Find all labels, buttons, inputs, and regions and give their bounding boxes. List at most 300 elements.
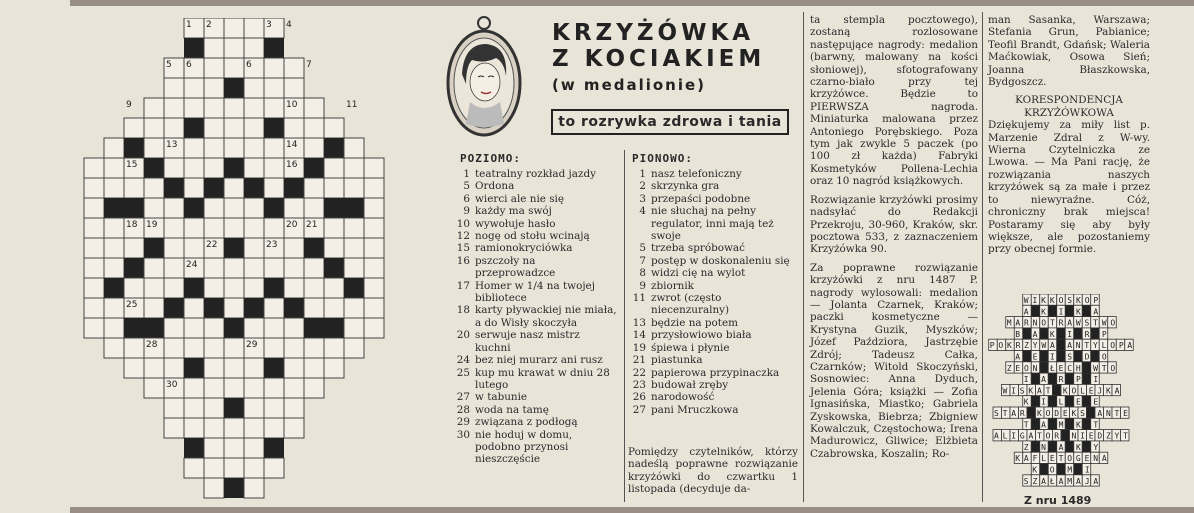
- grid-cell: [144, 378, 164, 398]
- grid-cell: [244, 198, 264, 218]
- clue-text: karty pływackiej nie miała, a do Wisły skoczyła: [475, 304, 617, 329]
- clue-text: trzeba spróbować: [651, 242, 745, 255]
- grid-cell: [244, 458, 264, 478]
- grid-cell: [224, 118, 244, 138]
- grid-cell: [144, 118, 164, 138]
- grid-cell: [264, 318, 284, 338]
- grid-cell: [304, 118, 324, 138]
- grid-cell: [244, 238, 264, 258]
- grid-block: [124, 198, 144, 218]
- grid-number: 20: [286, 220, 298, 230]
- grid-block: [184, 358, 204, 378]
- clue-item: [452, 230, 618, 242]
- clue-number: 4: [639, 205, 646, 218]
- clue-item: [452, 242, 618, 254]
- grid-cell: [344, 138, 364, 158]
- solution-row: T A M K T: [1023, 420, 1099, 430]
- clue-text: wierci ale nie się: [475, 192, 565, 205]
- clue-text: wywołuje hasło: [475, 217, 556, 230]
- clue-number: 5: [463, 180, 470, 193]
- grid-cell: [204, 118, 224, 138]
- grid-block: [124, 138, 144, 158]
- grid-number: 22: [206, 240, 218, 250]
- clue-item: [628, 267, 798, 279]
- grid-cell: [304, 358, 324, 378]
- clue-number: 10: [456, 217, 470, 230]
- grid-number: 7: [306, 60, 312, 70]
- grid-cell: [164, 118, 184, 138]
- clue-text: papierowa przypinaczka: [651, 366, 780, 379]
- grid-cell: [104, 218, 124, 238]
- clue-text: piastunka: [651, 354, 703, 367]
- grid-cell: [164, 318, 184, 338]
- clue-item: [628, 317, 798, 329]
- grid-cell: [364, 158, 384, 178]
- grid-cell: [364, 218, 384, 238]
- clue-number: 23: [632, 378, 646, 391]
- clue-item: [452, 367, 618, 392]
- clue-number: 24: [456, 354, 470, 367]
- grid-block: [144, 238, 164, 258]
- clue-text: pani Mruczkowa: [651, 403, 739, 416]
- grid-block: [264, 358, 284, 378]
- clue-number: 28: [456, 403, 470, 416]
- grid-cell: [224, 298, 244, 318]
- clue-text: ramionokryciówka: [475, 242, 573, 255]
- grid-cell: [184, 338, 204, 358]
- crossword-subtitle: Z KOCIAKIEM: [552, 46, 766, 72]
- grid-block: [184, 198, 204, 218]
- grid-cell: [244, 258, 264, 278]
- grid-cell: [324, 158, 344, 178]
- grid-cell: [184, 318, 204, 338]
- grid-cell: [364, 238, 384, 258]
- clue-item: [628, 193, 798, 205]
- clue-text: każdy ma swój: [475, 205, 552, 218]
- clue-text: przysłowiowo biała: [651, 329, 752, 342]
- clue-number: 19: [632, 341, 646, 354]
- grid-cell: [344, 318, 364, 338]
- grid-block: [304, 238, 324, 258]
- clue-number: 1: [463, 168, 470, 180]
- grid-cell: [144, 98, 164, 118]
- grid-cell: [244, 418, 264, 438]
- clue-number: 9: [463, 205, 470, 218]
- grid-cell: [144, 178, 164, 198]
- grid-cell: [204, 478, 224, 498]
- grid-cell: [204, 58, 224, 78]
- grid-cell: [244, 358, 264, 378]
- grid-number: 17: [166, 180, 178, 190]
- grid-block: [204, 178, 224, 198]
- clue-number: 3: [639, 192, 646, 205]
- grid-cell: [284, 198, 304, 218]
- clue-text: skrzynka gra: [651, 180, 720, 193]
- grid-cell: [244, 98, 264, 118]
- grid-number: 14: [286, 140, 298, 150]
- grid-cell: [84, 318, 104, 338]
- contest-intro: Pomiędzy czytelników, którzy nadeślą poprawne rozwiązanie krzyżówki do czwartku 1 listopada (decyduje da-: [628, 446, 798, 496]
- clue-number: 1: [639, 168, 646, 180]
- grid-block: [264, 38, 284, 58]
- grid-cell: [224, 138, 244, 158]
- clue-text: nie hoduj w domu, podobno przynosi nieszczęście: [475, 428, 573, 466]
- grid-cell: [124, 118, 144, 138]
- grid-cell: [244, 158, 264, 178]
- solution-row: Z N A K Y: [1023, 442, 1099, 452]
- grid-block: [224, 478, 244, 498]
- grid-number: 10: [286, 100, 298, 110]
- grid-number: 30: [166, 380, 178, 390]
- grid-cell: [284, 258, 304, 278]
- grid-cell: [284, 58, 304, 78]
- grid-cell: [124, 238, 144, 258]
- clue-number: 2: [639, 180, 646, 193]
- grid-number: 4: [286, 20, 292, 30]
- solution-row: A K I K A: [1023, 307, 1099, 317]
- solution-row: POKRZYWA ANTYLOPA: [989, 341, 1133, 351]
- grid-cell: [164, 398, 184, 418]
- grid-cell: [184, 218, 204, 238]
- clue-item: [628, 329, 798, 341]
- grid-cell: [344, 338, 364, 358]
- grid-cell: [204, 378, 224, 398]
- grid-cell: [324, 238, 344, 258]
- grid-block: [324, 258, 344, 278]
- grid-cell: [204, 218, 224, 238]
- across-header: POZIOMO:: [460, 152, 521, 165]
- grid-cell: [244, 218, 264, 238]
- clue-item: [628, 242, 798, 254]
- grid-number: 16: [286, 160, 298, 170]
- grid-cell: [344, 258, 364, 278]
- grid-cell: [204, 338, 224, 358]
- grid-cell: [364, 278, 384, 298]
- crossword-title: KRZYŻÓWKA: [552, 20, 755, 46]
- clue-item: [452, 193, 618, 205]
- grid-cell: [244, 278, 264, 298]
- grid-number: 1: [186, 20, 192, 30]
- clue-item: [628, 280, 798, 292]
- clue-text: kup mu krawat w dniu 28 lutego: [475, 366, 610, 391]
- grid-cell: [204, 318, 224, 338]
- grid-cell: [304, 138, 324, 158]
- grid-block: [204, 298, 224, 318]
- grid-block: [304, 318, 324, 338]
- clue-number: 22: [632, 366, 646, 379]
- grid-cell: [304, 198, 324, 218]
- grid-number: 6: [186, 60, 192, 70]
- clue-number: 7: [639, 254, 646, 267]
- grid-cell: [204, 198, 224, 218]
- grid-cell: [204, 458, 224, 478]
- grid-cell: [104, 318, 124, 338]
- clue-number: 13: [632, 316, 646, 329]
- grid-block: [324, 198, 344, 218]
- grid-number: 21: [306, 220, 318, 230]
- crossword-grid: [74, 18, 414, 504]
- grid-cell: [84, 298, 104, 318]
- solution-row: STAR KODEKS ANTE: [994, 409, 1128, 418]
- clue-number: 16: [456, 254, 470, 267]
- grid-block: [224, 398, 244, 418]
- grid-cell: [244, 38, 264, 58]
- clue-item: [452, 391, 618, 403]
- clue-number: 9: [639, 279, 646, 292]
- clue-item: [628, 168, 798, 180]
- grid-cell: [264, 298, 284, 318]
- grid-cell: [224, 198, 244, 218]
- clue-text: bez niej murarz ani rusz: [475, 354, 603, 367]
- grid-cell: [224, 178, 244, 198]
- grid-cell: [84, 198, 104, 218]
- grid-cell: [164, 158, 184, 178]
- grid-cell: [204, 78, 224, 98]
- grid-cell: [344, 298, 364, 318]
- grid-cell: [204, 278, 224, 298]
- grid-cell: [304, 378, 324, 398]
- grid-number: 3: [266, 20, 272, 30]
- grid-cell: [364, 318, 384, 338]
- grid-block: [244, 178, 264, 198]
- grid-cell: [224, 278, 244, 298]
- grid-cell: [204, 418, 224, 438]
- grid-cell: [164, 198, 184, 218]
- clue-text: pszczoły na przeprowadzce: [475, 254, 556, 280]
- winners-list: Za poprawne rozwiązanie krzyżówki z nru 1487 P. nagrody wylosowali: medalion — Jolanta Czarnek, Kraków; paczki kosmetyczne — Krystyna Guzik, Myszków; Józef Paździora, Jastrzębie Zdrój; Tadeusz Całka, Czarnków; Witold Skoczyński, Sosnowiec: Anna Dyduch, Jelenia Góra; książki — Zofia Ignasińska, Miastko; Gabriela Zyskowska, Biebrza; Zbigniew Kowalczuk, Częstochowa; Irena Madurowicz, Gliwice; Elżbieta Czabrowska, Koszalin; Ro-: [810, 261, 978, 460]
- grid-cell: [124, 178, 144, 198]
- grid-cell: [144, 258, 164, 278]
- grid-cell: [324, 338, 344, 358]
- solution-row: B A K I R P: [1015, 329, 1107, 339]
- clue-text: nogę od stołu wcinają: [475, 230, 590, 243]
- clue-text: teatralny rozkład jazdy: [475, 168, 596, 180]
- clue-number: 26: [632, 391, 646, 404]
- grid-number: 26: [166, 300, 178, 310]
- down-clues: [628, 168, 798, 416]
- grid-cell: [344, 238, 364, 258]
- grid-cell: [104, 298, 124, 318]
- clue-text: serwuje nasz mistrz kuchni: [475, 329, 580, 354]
- grid-cell: [224, 438, 244, 458]
- solution-row: MARNOTRAWSTWO: [1006, 318, 1116, 328]
- grid-cell: [264, 178, 284, 198]
- prize-description: ta stempla pocztowego), zostaną rozlosowane następujące nagrody: medalion (barwny, malowany na kości słoniowej), sfotografowany czarno-biało przy tej krzyżówce. Będzie to PIERWSZA nagroda. Miniaturka malowana przez Antoniego Porębskiego. Poza tym jak zwykle 5 paczek (po 100 zł każda) Fabryki Kosmetyków Pollena-Lechia oraz 10 nagród książkowych.: [810, 14, 978, 188]
- grid-number: 6: [246, 60, 252, 70]
- clue-number: 11: [632, 292, 646, 305]
- grid-cell: [204, 258, 224, 278]
- solution-row: K I L E E: [1023, 397, 1099, 407]
- grid-cell: [264, 78, 284, 98]
- column-divider: [982, 12, 983, 502]
- grid-cell: [244, 78, 264, 98]
- grid-cell: [84, 258, 104, 278]
- clue-text: będzie na potem: [651, 316, 738, 329]
- grid-block: [344, 198, 364, 218]
- grid-cell: [224, 358, 244, 378]
- grid-cell: [264, 98, 284, 118]
- clue-item: [452, 180, 618, 192]
- grid-cell: [264, 258, 284, 278]
- grid-cell: [184, 298, 204, 318]
- grid-block: [104, 198, 124, 218]
- clue-item: [628, 205, 798, 242]
- grid-cell: [164, 338, 184, 358]
- clue-item: [452, 416, 618, 428]
- clue-text: zbiornik: [651, 279, 694, 292]
- grid-cell: [144, 198, 164, 218]
- grid-block: [144, 318, 164, 338]
- grid-cell: [184, 378, 204, 398]
- grid-cell: [244, 138, 264, 158]
- clue-item: [628, 391, 798, 403]
- grid-cell: [164, 238, 184, 258]
- grid-cell: [84, 238, 104, 258]
- clue-item: [628, 180, 798, 192]
- clue-text: Ordona: [475, 180, 515, 193]
- grid-cell: [284, 238, 304, 258]
- grid-number: 13: [166, 140, 178, 150]
- grid-cell: [364, 198, 384, 218]
- clue-item: [452, 304, 618, 329]
- solution-row: A E I S D O: [1015, 352, 1107, 362]
- bottom-rule: [70, 507, 1194, 513]
- solution-row: KAFLETOGENA: [1015, 454, 1107, 464]
- grid-block: [224, 318, 244, 338]
- grid-cell: [244, 438, 264, 458]
- grid-number: 15: [126, 160, 138, 170]
- correspondence-heading: KORESPONDENCJA KRZYŻÓWKOWA: [1015, 94, 1123, 119]
- clue-item: [452, 218, 618, 230]
- grid-cell: [224, 18, 244, 38]
- grid-block: [104, 278, 124, 298]
- grid-cell: [364, 178, 384, 198]
- clue-number: 14: [632, 329, 646, 342]
- grid-number: 5: [166, 60, 172, 70]
- winners-list-cont: man Sasanka, Warszawa; Stefania Grun, Pabianice; Teofil Brandt, Gdańsk; Waleria Maćkowiak, Osowa Sień; Joanna Błaszkowska, Bydgoszcz.: [988, 14, 1150, 89]
- grid-cell: [144, 138, 164, 158]
- grid-block: [304, 158, 324, 178]
- solution-row: ZEON ŁECH WTO: [1006, 363, 1116, 373]
- clue-number: 25: [456, 366, 470, 379]
- grid-cell: [264, 218, 284, 238]
- grid-block: [224, 238, 244, 258]
- clue-item: [628, 379, 798, 391]
- grid-cell: [344, 218, 364, 238]
- grid-block: [324, 138, 344, 158]
- grid-cell: [184, 238, 204, 258]
- clue-number: 18: [456, 304, 470, 317]
- grid-block: [264, 438, 284, 458]
- grid-cell: [224, 338, 244, 358]
- grid-cell: [164, 98, 184, 118]
- grid-cell: [264, 378, 284, 398]
- grid-cell: [324, 358, 344, 378]
- grid-cell: [164, 258, 184, 278]
- clue-number: 8: [639, 267, 646, 280]
- grid-block: [124, 258, 144, 278]
- clue-text: przepaści podobne: [651, 192, 751, 205]
- grid-cell: [264, 158, 284, 178]
- grid-cell: [244, 398, 264, 418]
- grid-cell: [224, 378, 244, 398]
- grid-cell: [284, 418, 304, 438]
- grid-cell: [244, 318, 264, 338]
- grid-block: [264, 198, 284, 218]
- grid-cell: [284, 118, 304, 138]
- grid-number: 27: [286, 300, 298, 310]
- grid-cell: [144, 278, 164, 298]
- grid-cell: [124, 358, 144, 378]
- clue-number: 21: [632, 354, 646, 367]
- grid-block: [124, 318, 144, 338]
- grid-cell: [284, 398, 304, 418]
- grid-block: [324, 318, 344, 338]
- grid-block: [284, 178, 304, 198]
- grid-number: 8: [226, 80, 232, 90]
- clue-item: [628, 292, 798, 317]
- grid-cell: [104, 138, 124, 158]
- grid-block: [264, 278, 284, 298]
- clue-text: nie słuchaj na pełny regulator, inni mają też swoje: [651, 205, 774, 243]
- grid-cell: [224, 218, 244, 238]
- grid-cell: [204, 398, 224, 418]
- grid-cell: [224, 458, 244, 478]
- solution-row: K O M I: [1032, 465, 1090, 475]
- grid-cell: [304, 278, 324, 298]
- correspondence-text: Dziękujemy za miły list p. Marzenie Zdral z W-wy. Wierna Czytelniczka ze Lwowa. — Ma Pani rację, że rozwiązania naszych krzyżówek są za małe i przez to niewyraźne. Cóż, chroniczny brak miejsca! Postaramy się aby były większe, ale pozostaniemy przy obecnej formie.: [988, 119, 1150, 256]
- grid-number: 23: [266, 240, 278, 250]
- grid-cell: [264, 58, 284, 78]
- grid-number: 29: [246, 340, 258, 350]
- grid-cell: [184, 178, 204, 198]
- grid-cell: [364, 298, 384, 318]
- grid-cell: [224, 258, 244, 278]
- grid-cell: [204, 438, 224, 458]
- grid-cell: [324, 218, 344, 238]
- clue-item: [452, 429, 618, 466]
- grid-cell: [224, 58, 244, 78]
- clue-item: [452, 329, 618, 354]
- grid-number: 2: [206, 20, 212, 30]
- grid-number: 25: [126, 300, 138, 310]
- grid-cell: [204, 98, 224, 118]
- correspondence-column: [988, 14, 1150, 262]
- grid-cell: [104, 258, 124, 278]
- clue-text: związana z podłogą: [475, 416, 578, 429]
- grid-cell: [244, 478, 264, 498]
- grid-cell: [244, 378, 264, 398]
- clue-item: [628, 342, 798, 354]
- clue-text: w tabunie: [475, 391, 528, 404]
- grid-cell: [84, 278, 104, 298]
- grid-block: [224, 158, 244, 178]
- grid-cell: [284, 358, 304, 378]
- grid-cell: [184, 458, 204, 478]
- solution-row: SZAŁAMAJA: [1023, 476, 1099, 486]
- grid-cell: [84, 218, 104, 238]
- grid-number: 18: [126, 220, 138, 230]
- grid-cell: [284, 78, 304, 98]
- grid-block: [344, 278, 364, 298]
- clue-number: 17: [456, 279, 470, 292]
- clue-number: 5: [639, 242, 646, 255]
- grid-cell: [104, 338, 124, 358]
- grid-block: [144, 158, 164, 178]
- grid-cell: [344, 178, 364, 198]
- grid-cell: [264, 458, 284, 478]
- grid-cell: [124, 278, 144, 298]
